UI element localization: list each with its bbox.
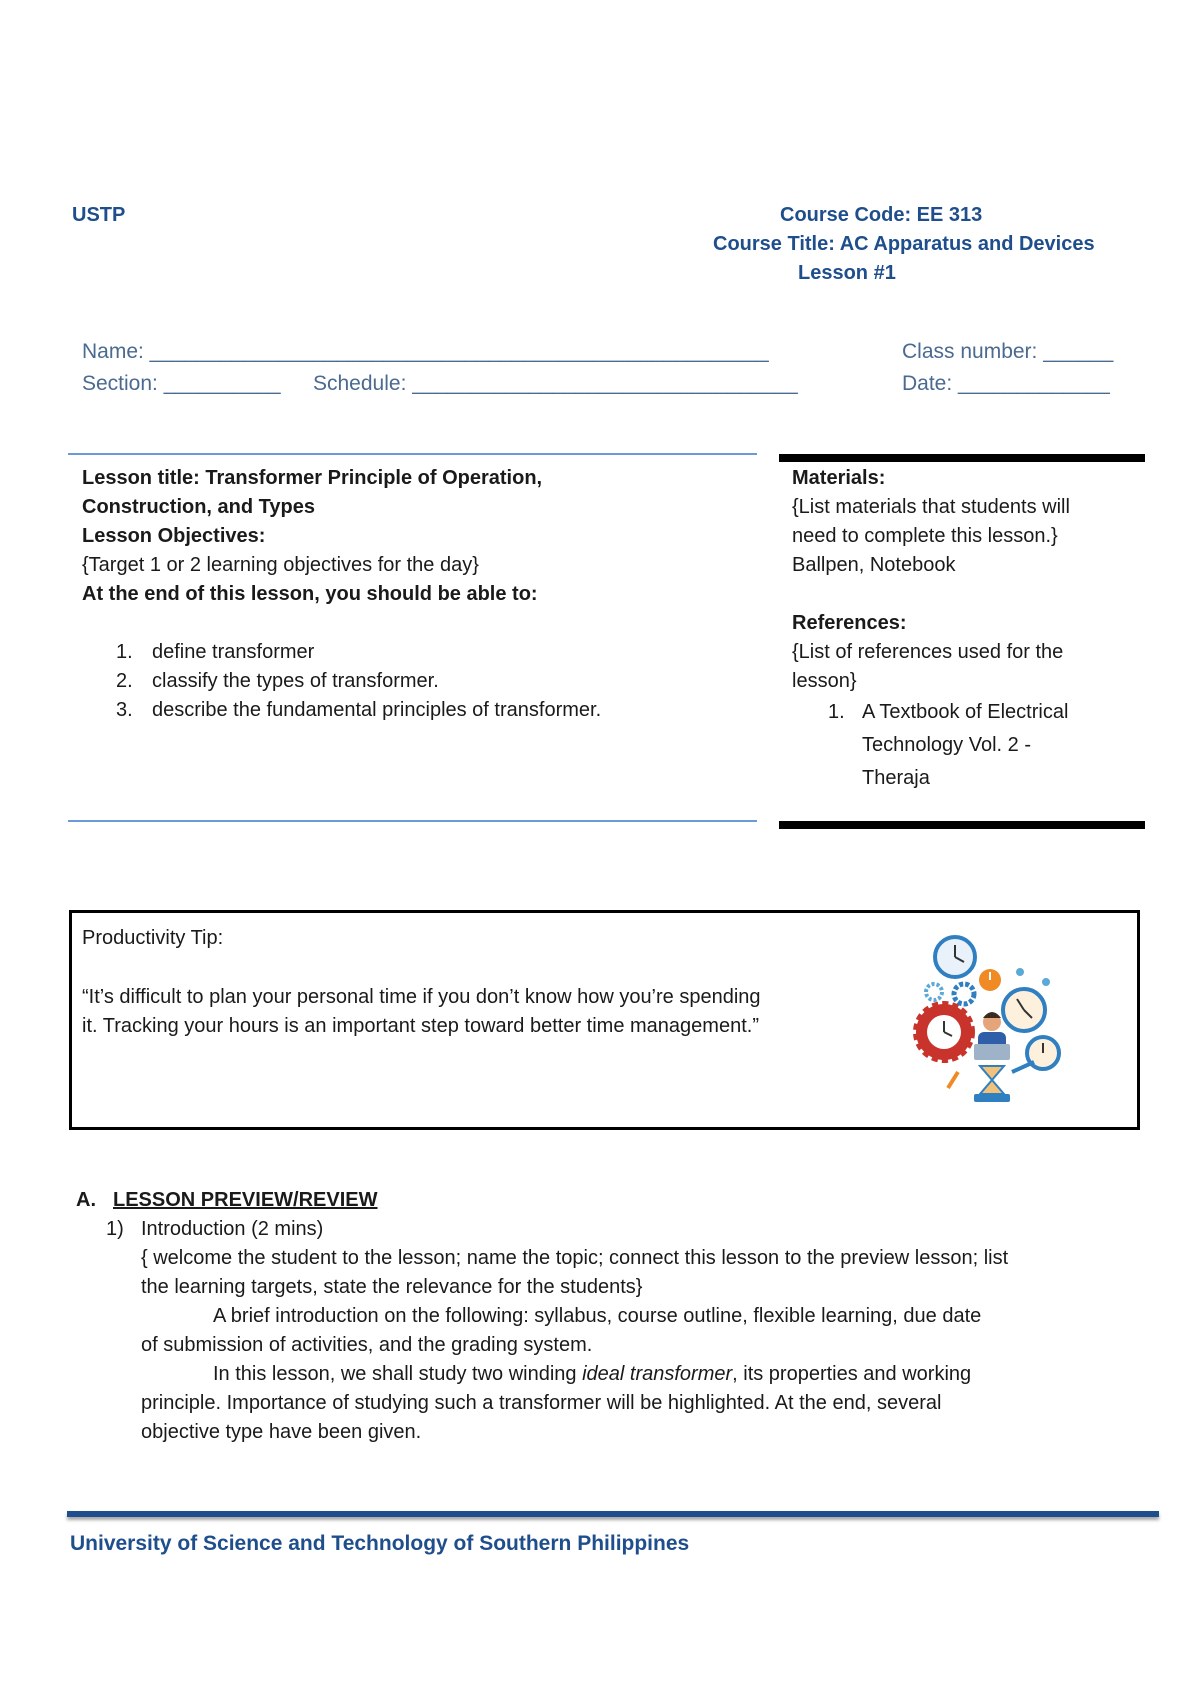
- footer-university: University of Science and Technology of Southern Philippines: [70, 1532, 690, 1555]
- intro-paragraph1-line1: A brief introduction on the following: syllabus, course outline, flexible learning, due date: [213, 1305, 982, 1327]
- date-field[interactable]: Date: _____________: [902, 372, 1110, 395]
- tip-heading: Productivity Tip:: [82, 927, 224, 949]
- intro-note-line1: { welcome the student to the lesson; name the topic; connect this lesson to the preview lesson; list: [141, 1247, 1009, 1269]
- references-note-line1: {List of references used for the: [792, 641, 1064, 663]
- references-note-line2: lesson}: [792, 670, 857, 692]
- intro-paragraph1-line2: of submission of activities, and the grading system.: [141, 1334, 593, 1356]
- materials-heading: Materials:: [792, 467, 886, 489]
- reference-item: 1. A Textbook of Electrical Technology Vol. 2 - Theraja: [828, 701, 1069, 789]
- lesson-title-line1: Lesson title: Transformer Principle of Operation,: [82, 467, 543, 489]
- intro-paragraph2-line3: objective type have been given.: [141, 1421, 422, 1443]
- materials-panel: [792, 464, 1142, 795]
- footer-rule: [67, 1511, 1159, 1517]
- list-item: 2. classify the types of transformer.: [116, 670, 439, 692]
- objectives-heading: Lesson Objectives:: [82, 525, 266, 547]
- materials-note-line2: need to complete this lesson.}: [792, 525, 1058, 547]
- materials-bottom-rule: [779, 821, 1145, 829]
- objectives-note: {Target 1 or 2 learning objectives for the day}: [82, 554, 479, 576]
- materials-top-rule: [779, 454, 1145, 462]
- course-code: Course Code: EE 313: [780, 204, 983, 226]
- time-management-illustration-icon: [912, 932, 1072, 1112]
- schedule-field[interactable]: Schedule: _________________________________: [313, 372, 798, 395]
- name-field[interactable]: Name: _____________________________________________________: [82, 340, 769, 363]
- intro-item-number: 1): [106, 1218, 124, 1240]
- lesson-panel-top-rule: [68, 453, 757, 455]
- lesson-panel-bottom-rule: [68, 820, 757, 822]
- objectives-list: [82, 638, 742, 725]
- list-item: 1. define transformer: [116, 641, 315, 663]
- materials-note-line1: {List materials that students will: [792, 496, 1070, 518]
- institution-label: USTP: [72, 204, 126, 226]
- tip-quote-line1: “It’s difficult to plan your personal time if you don’t know how you’re spending: [82, 986, 761, 1008]
- references-heading: References:: [792, 612, 907, 634]
- end-statement: At the end of this lesson, you should be able to:: [82, 583, 538, 605]
- intro-paragraph2-line2: principle. Importance of studying such a transformer will be highlighted. At the end, several: [141, 1392, 942, 1414]
- lesson-title-line2: Construction, and Types: [82, 496, 315, 518]
- lesson-number: Lesson #1: [798, 262, 896, 284]
- list-item: 3. describe the fundamental principles of transformer.: [116, 699, 602, 721]
- section-field[interactable]: Section: __________: [82, 372, 281, 395]
- section-a-heading: LESSON PREVIEW/REVIEW: [113, 1189, 378, 1211]
- materials-items: Ballpen, Notebook: [792, 554, 956, 576]
- class-number-field[interactable]: Class number: ______: [902, 340, 1114, 363]
- intro-paragraph2-line1: In this lesson, we shall study two winding ideal transformer, its properties and working: [213, 1363, 972, 1385]
- tip-quote: [82, 983, 902, 1041]
- section-a-letter: A.: [76, 1189, 96, 1211]
- course-title: Course Title: AC Apparatus and Devices: [713, 233, 1095, 255]
- section-a-body: [141, 1244, 1151, 1447]
- intro-note-line2: the learning targets, state the relevance for the students}: [141, 1276, 643, 1298]
- intro-item-title: Introduction (2 mins): [141, 1218, 324, 1240]
- tip-quote-line2: it. Tracking your hours is an important step toward better time management.”: [82, 1015, 759, 1037]
- lesson-panel: [82, 464, 742, 725]
